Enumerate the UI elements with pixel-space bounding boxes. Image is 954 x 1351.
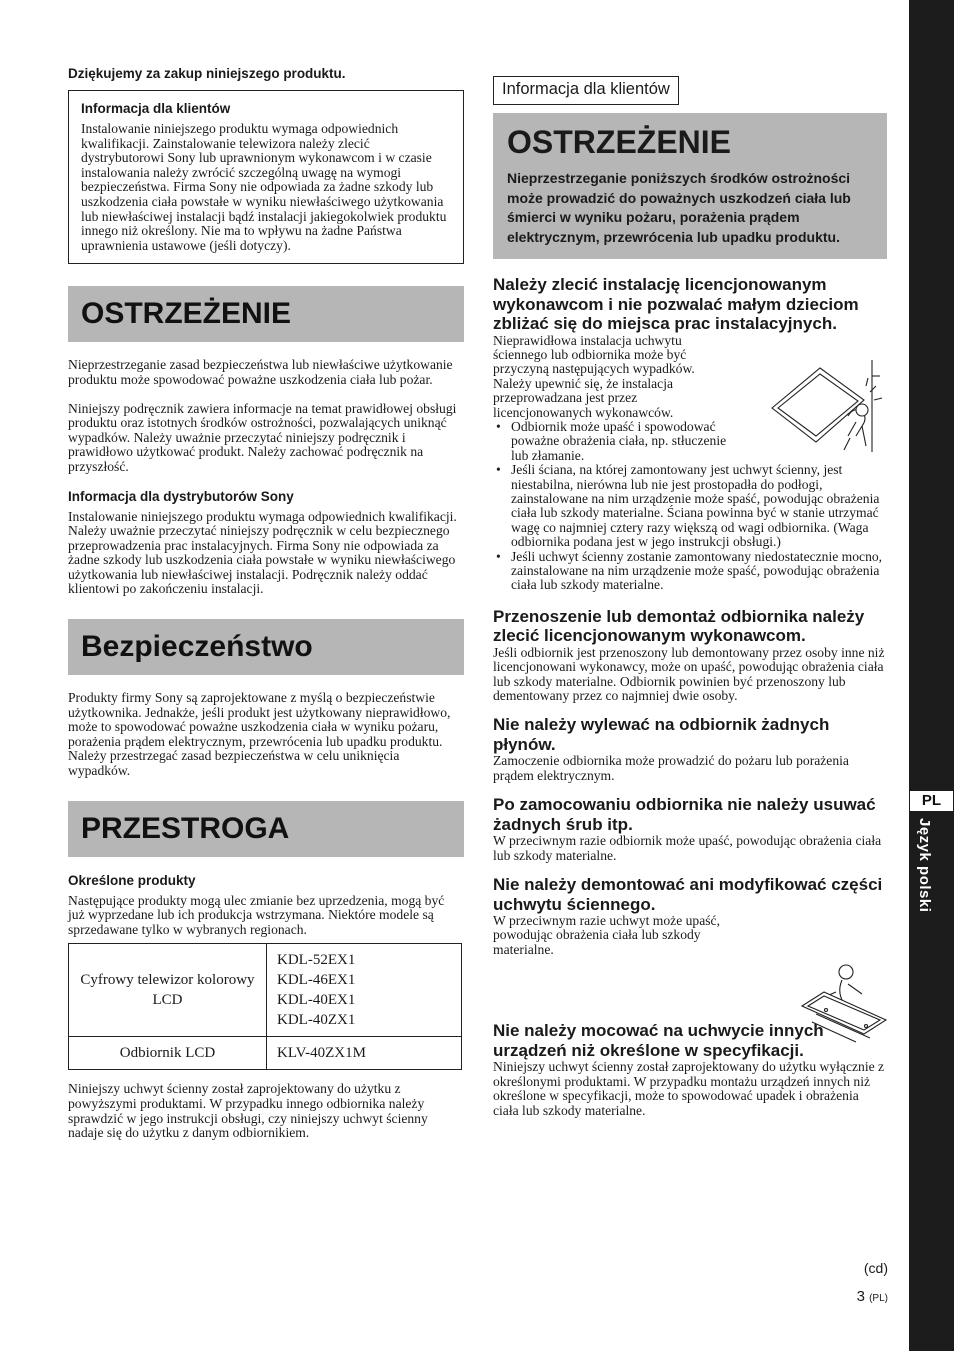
section-text-installation: Nieprawidłowa instalacja uchwytu ściennego lub odbiornika może być przyczyną następujących wypadków. Należy upewnić się, że instalacja przeprowadzana jest przez licencjonowanych wykonawców. — [493, 332, 695, 420]
disassembly-illustration — [796, 962, 888, 1044]
warning-paragraph-1: Nieprzestrzeganie zasad bezpieczeństwa lub niewłaściwe użytkowanie produktu może spowodować poważne uszkodzenia ciała lub pożar. — [68, 357, 453, 387]
falling-tv-illustration — [762, 356, 888, 456]
warning-banner — [68, 286, 464, 342]
bracket-compatibility-text: Niniejszy uchwyt ścienny został zaprojektowany do użytku z powyższymi produktami. W przypadku innego odbiornika należy sprawdzić w jego instrukcji obsługi, czy niniejszy uchwyt ścienny nadaje się do użytku z danym odbiornikiem. — [68, 1081, 428, 1141]
warning-box-text: Nieprzestrzeganie poniższych środków ostrożności może prowadzić do poważnych uszkodzeń ciała lub śmierci w wyniku pożaru, porażenia prądem elektrycznym, przewrócenia lub upadku produktu. — [507, 170, 851, 245]
section-heading-disassemble: Nie należy demontować ani modyfikować części uchwytu ściennego. — [493, 875, 883, 914]
model-name: KDL-46EX1 — [277, 972, 356, 989]
safety-banner — [68, 619, 464, 675]
section-text-liquids: Zamoczenie odbiornika może prowadzić do pożaru lub porażenia prądem elektrycznym. — [493, 753, 849, 783]
page-number-suffix: (PL) — [869, 1293, 888, 1304]
specified-products-title: Określone produkty — [68, 872, 196, 888]
section-heading-liquids: Nie należy wylewać na odbiornik żadnych płynów. — [493, 715, 830, 754]
language-label: Język polski — [916, 818, 933, 913]
safety-banner-text: Bezpieczeństwo — [81, 630, 313, 664]
model-name: KDL-40ZX1 — [277, 1012, 356, 1029]
table-cell-category: Odbiornik LCD — [69, 1037, 267, 1070]
products-table — [68, 943, 462, 1070]
left-column — [68, 66, 464, 1141]
section-heading-installation: Należy zlecić instalację licencjonowanym wykonawcom i nie pozwalać małym dzieciom zbliżać się do miejsca prac instalacyjnych. — [493, 275, 859, 333]
warning-box — [493, 113, 887, 259]
table-cell-models — [267, 944, 462, 1037]
page-number — [857, 1288, 888, 1305]
warning-box-title: OSTRZEŻENIE — [507, 124, 732, 160]
section-heading-other-devices: Nie należy mocować na uchwycie innych urządzeń niż określone w specyfikacji. — [493, 1021, 824, 1060]
language-badge: PL — [909, 790, 954, 812]
section-text-moving: Jeśli odbiornik jest przenoszony lub demontowany przez osoby inne niż licencjonowani wykonawcy, może on upaść, powodując obrażenia ciała lub szkody materialne. Odbiornik powinien być przenoszony lub dementowany przez co najmniej dwie osoby. — [493, 644, 885, 704]
model-name: KDL-52EX1 — [277, 952, 356, 969]
language-side-tab — [909, 0, 954, 1351]
dealer-info-title: Informacja dla dystrybutorów Sony — [68, 488, 294, 504]
specified-products-text: Następujące produkty mogą ulec zmianie bez uprzedzenia, mogą być już wyprzedane lub ich produkcja wstrzymana. Niektóre modele są sprzedawane tylko w wybranych regionach. — [68, 892, 445, 937]
safety-text: Produkty firmy Sony są zaprojektowane z myślą o bezpieczeństwie użytkownika. Jednakże, jeśli produkt jest użytkowany nieprawidłowo, może to spowodować poważne uszkodzenia ciała w wyniku pożaru, porażenia prądem elektrycznym, przewrócenia lub upadku produktu. Należy przestrzegać zasad bezpieczeństwa w celu uniknięcia wypadków. — [68, 690, 451, 779]
table-cell-category: Cyfrowy telewizor kolorowy LCD — [69, 944, 267, 1037]
table-cell-models — [267, 1037, 462, 1070]
table-row — [69, 944, 462, 1037]
thanks-heading: Dziękujemy za zakup niniejszego produktu. — [68, 66, 346, 81]
warning-paragraph-2: Niniejszy podręcznik zawiera informacje na temat prawidłowej obsługi produktu oraz istotnych środków ostrożności, pozwalających uniknąć wypadków. Należy uważnie przeczytać niniejszy podręcznik i prawidłowo użytkować produkt. Należy zachować podręcznik na przyszłość. — [68, 400, 457, 474]
customer-info-text: Instalowanie niniejszego produktu wymaga odpowiednich kwalifikacji. Zainstalowanie telewizora należy zlecić dystrybutorowi Sony lub uprawnionym wykonawcom i w czasie instalowania należy zwrócić szczególną uwagę na wymogi bezpieczeństwa. Firma Sony nie odpowiada za żadne szkody lub uszkodzenia ciała powstałe w wyniku niewłaściwego użytkowania lub niewłaściwej instalacji bądź instalacji jakiegokolwiek produktu innego niż określony. Nie ma to wpływu na żadne Państwa uprawnienia ustawowe (jeśli dotyczy). — [81, 121, 447, 253]
page-number-value: 3 — [856, 1288, 865, 1305]
customer-info-box — [68, 90, 464, 264]
caution-banner-text: PRZESTROGA — [81, 811, 290, 845]
section-text-screws: W przeciwnym razie odbiornik może upaść, powodując obrażenia ciała lub szkody materialne. — [493, 833, 882, 863]
customer-info-title: Informacja dla klientów — [81, 101, 231, 116]
list-item: • Odbiornik może upaść i spowodować poważne obrażenia ciała, np. stłuczenie lub złamanie. — [493, 420, 737, 463]
dealer-info-text: Instalowanie niniejszego produktu wymaga odpowiednich kwalifikacji. Należy uważnie przeczytać niniejszy podręcznik w celu bezpiecznego przeprowadzenia prac instalacyjnych. Firma Sony nie odpowiada za żadne szkody lub uszkodzenia ciała powstałe w wyniku niewłaściwego użytkowania lub niewłaściwej instalacji. Podręcznik należy oddać klientowi po zakończeniu instalacji. — [68, 508, 457, 597]
table-row — [69, 1037, 462, 1070]
caution-banner — [68, 801, 464, 857]
list-item: • Jeśli ściana, na której zamontowany jest uchwyt ścienny, jest niestabilna, nierówna lub nie jest prostopadła do podłogi, zainstalowane na nim urządzenie może spaść, powodując obrażenia ciała lub szkody materialne. Ściana powinna być w stanie utrzymać wagę co najmniej cztery razy większą od wagi odbiornika. (Waga odbiornika podana jest w jego instrukcji obsługi.) — [493, 463, 887, 549]
section-heading-screws: Po zamocowaniu odbiornika nie należy usuwać żadnych śrub itp. — [493, 795, 876, 834]
list-item: • Jeśli uchwyt ścienny zostanie zamontowany niedostatecznie mocno, zainstalowane na nim urządzenie może spaść, powodując obrażenia ciała lub szkody materialne. — [493, 550, 887, 593]
section-heading-moving: Przenoszenie lub demontaż odbiornika należy zlecić licencjonowanym wykonawcom. — [493, 606, 865, 646]
section-text-disassemble: W przeciwnym razie uchwyt może upaść, powodując obrażenia ciała lub szkody materialne. — [493, 913, 720, 957]
warning-banner-text: OSTRZEŻENIE — [81, 297, 292, 331]
model-name: KLV-40ZX1M — [277, 1045, 366, 1062]
customer-info-tag: Informacja dla klientów — [493, 76, 679, 105]
section-text-other-devices: Niniejszy uchwyt ścienny został zaprojektowany do użytku wyłącznie z określonymi produktami. W przypadku montażu urządzeń innych niż określone w specyfikacji, może to spowodować upadek i obrażenia ciała lub szkody materialne. — [493, 1059, 885, 1118]
continued-marker: (cd) — [863, 1260, 888, 1276]
model-name: KDL-40EX1 — [277, 992, 356, 1009]
